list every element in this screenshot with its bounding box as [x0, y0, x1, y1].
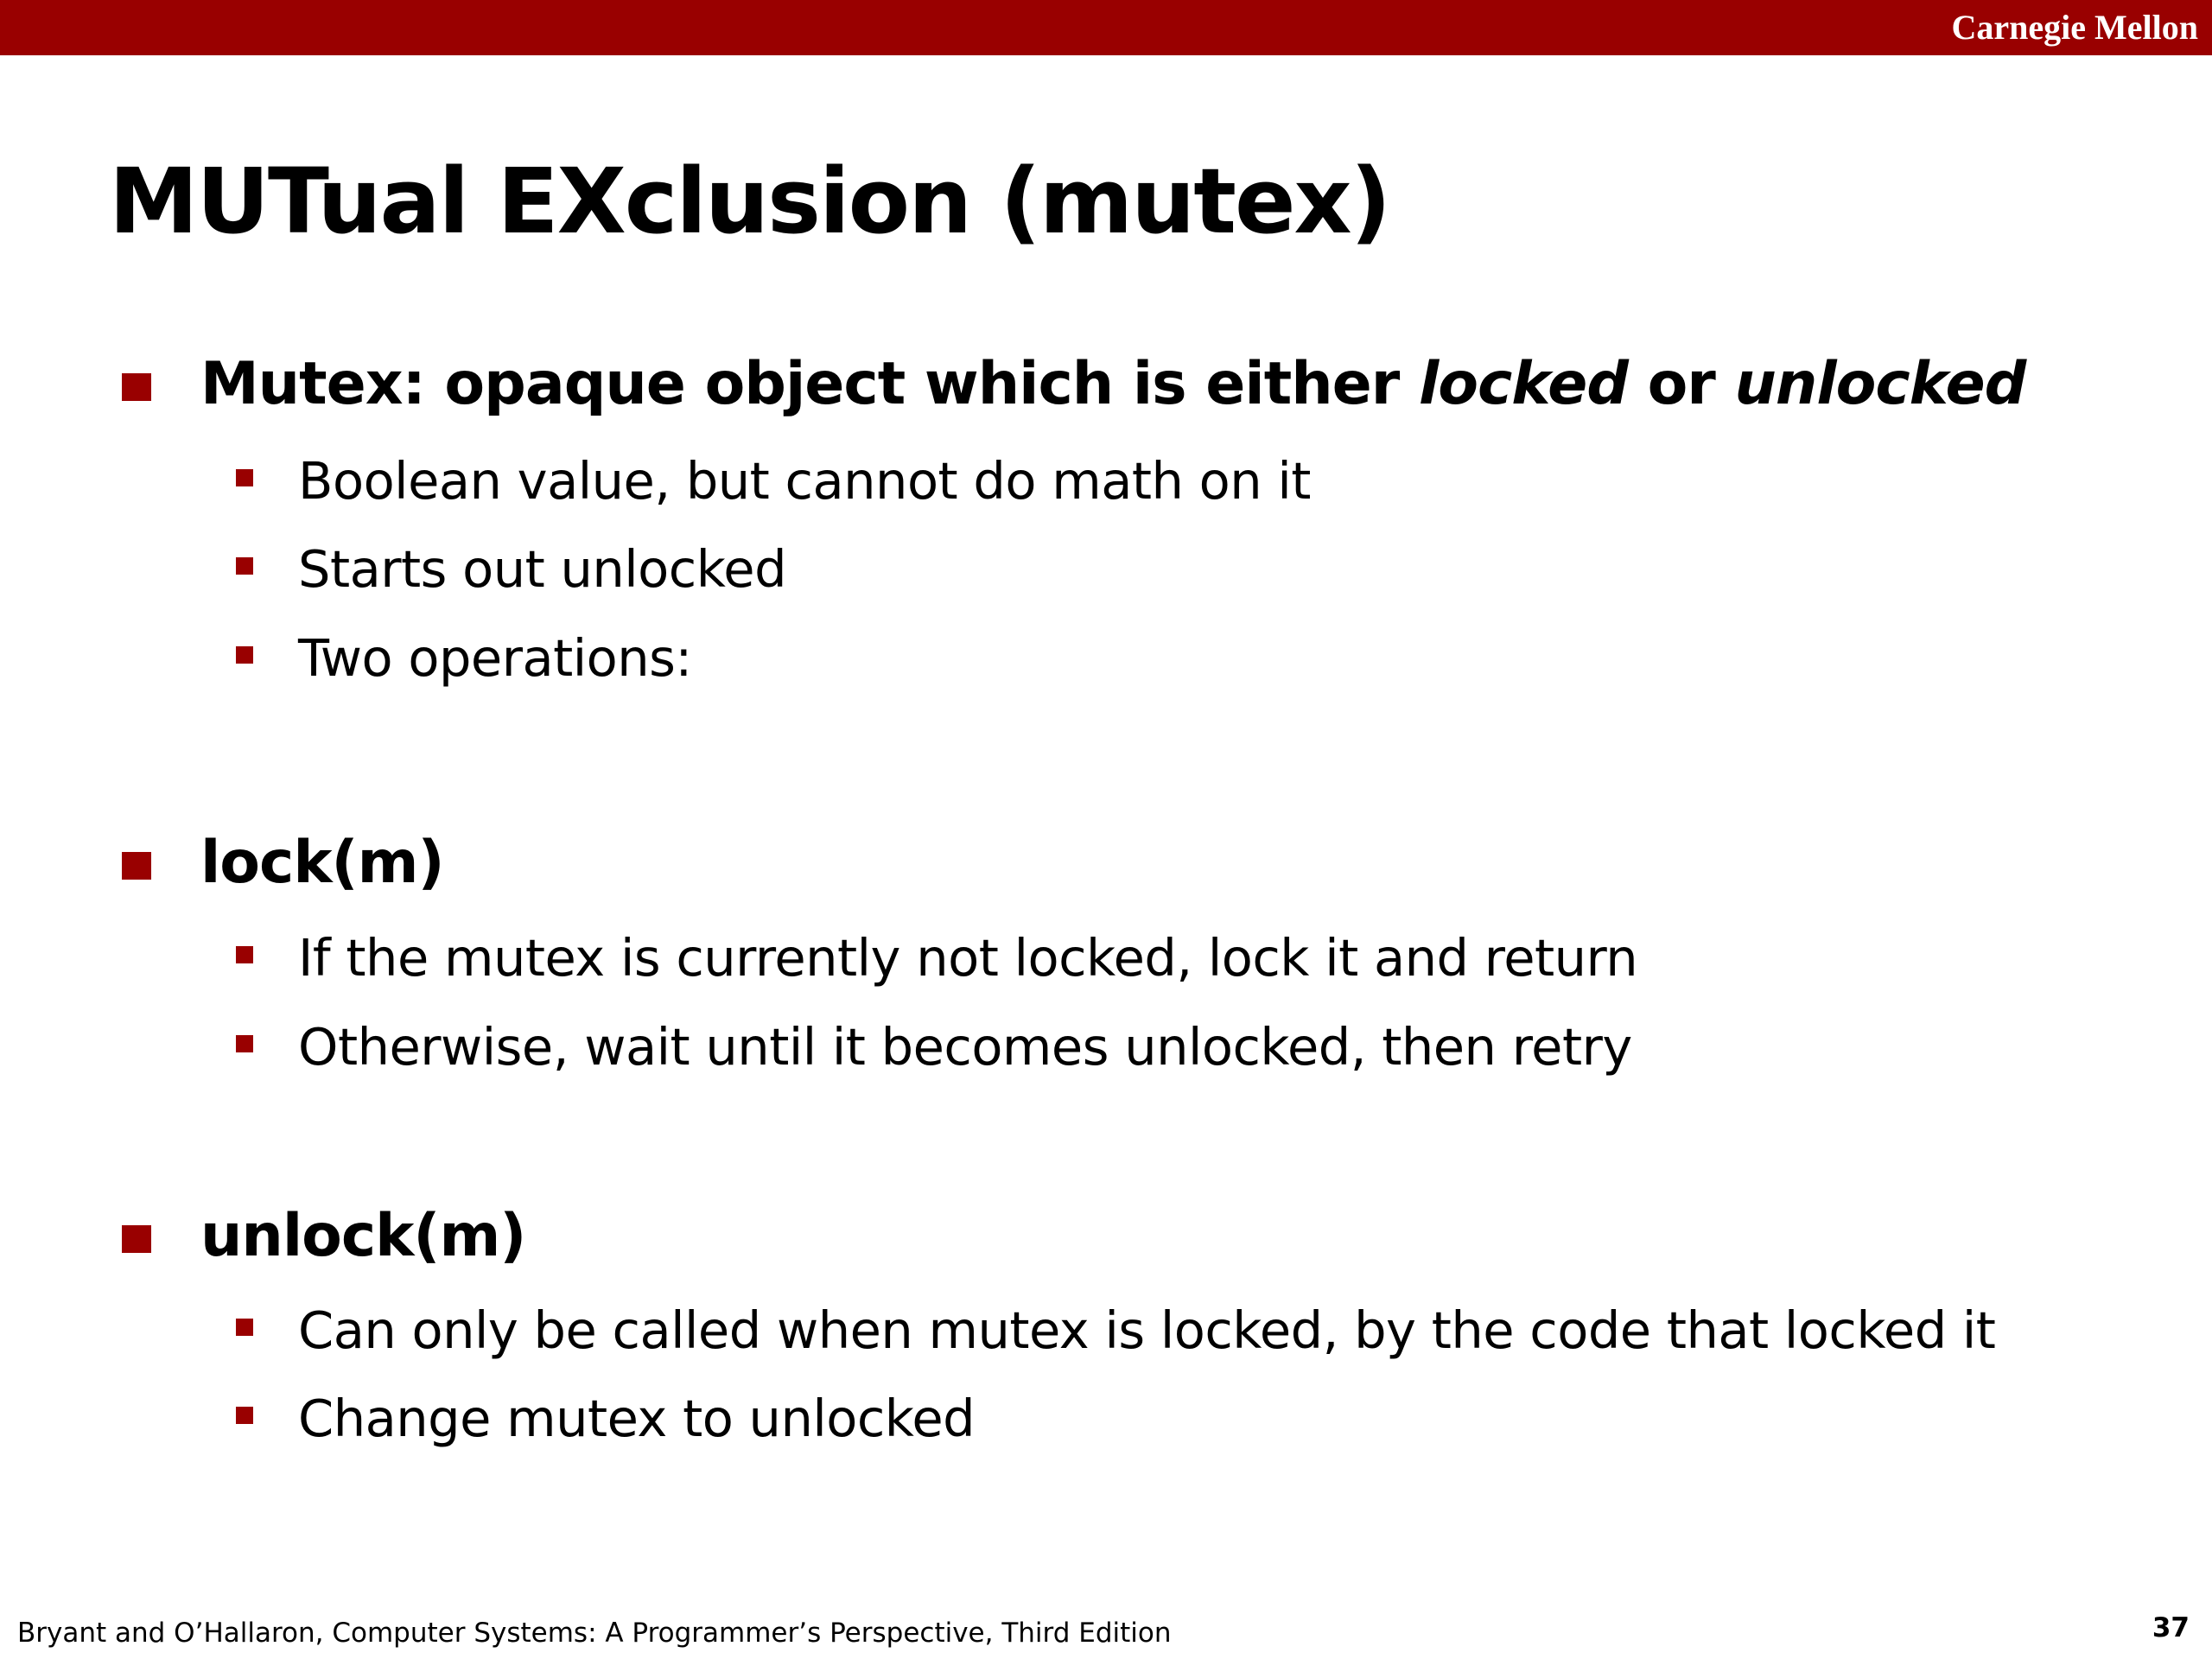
small-square-bullet-icon — [236, 646, 253, 664]
sub-bullet — [0, 538, 2074, 601]
small-square-bullet-icon — [236, 946, 253, 963]
brand-name: Carnegie Mellon — [1951, 8, 2198, 47]
bullet-heading: unlock(m) — [200, 1202, 526, 1270]
small-square-bullet-icon — [236, 1319, 253, 1336]
sub-bullet — [0, 450, 2074, 512]
bullet-unlock — [0, 1202, 2074, 1271]
bullet-mutex-definition — [0, 350, 2074, 419]
small-square-bullet-icon — [236, 557, 253, 575]
footer-citation: Bryant and O’Hallaron, Computer Systems: A Programmer’s Perspective, Third Edition — [17, 1618, 1172, 1649]
sub-bullet-text: Starts out unlocked — [298, 539, 787, 599]
sub-bullet-text: Can only be called when mutex is locked, by the code that locked it — [298, 1300, 1996, 1360]
square-bullet-icon — [122, 373, 151, 401]
bullet-heading: lock(m) — [200, 829, 444, 897]
page-number: 37 — [2152, 1612, 2190, 1643]
bullet-heading: Mutex: opaque object which is either locked or unlocked — [200, 350, 2026, 418]
sub-bullet-text: Change mutex to unlocked — [298, 1389, 976, 1448]
sub-bullet — [0, 1016, 2074, 1078]
sub-bullet — [0, 1300, 2074, 1362]
square-bullet-icon — [122, 852, 151, 880]
sub-bullet-text: If the mutex is currently not locked, lock it and return — [298, 928, 1638, 988]
sub-bullet-text: Otherwise, wait until it becomes unlocked, then retry — [298, 1017, 1632, 1077]
small-square-bullet-icon — [236, 1407, 253, 1424]
sub-bullet — [0, 1388, 2074, 1450]
sub-bullet — [0, 927, 2074, 989]
bullet-lock — [0, 829, 2074, 898]
small-square-bullet-icon — [236, 469, 253, 486]
sub-bullet-text: Two operations: — [298, 628, 692, 688]
square-bullet-icon — [122, 1225, 151, 1253]
slide-title: MUTual EXclusion (mutex) — [109, 149, 1390, 254]
sub-bullet — [0, 627, 2074, 690]
small-square-bullet-icon — [236, 1035, 253, 1052]
sub-bullet-text: Boolean value, but cannot do math on it — [298, 451, 1311, 511]
